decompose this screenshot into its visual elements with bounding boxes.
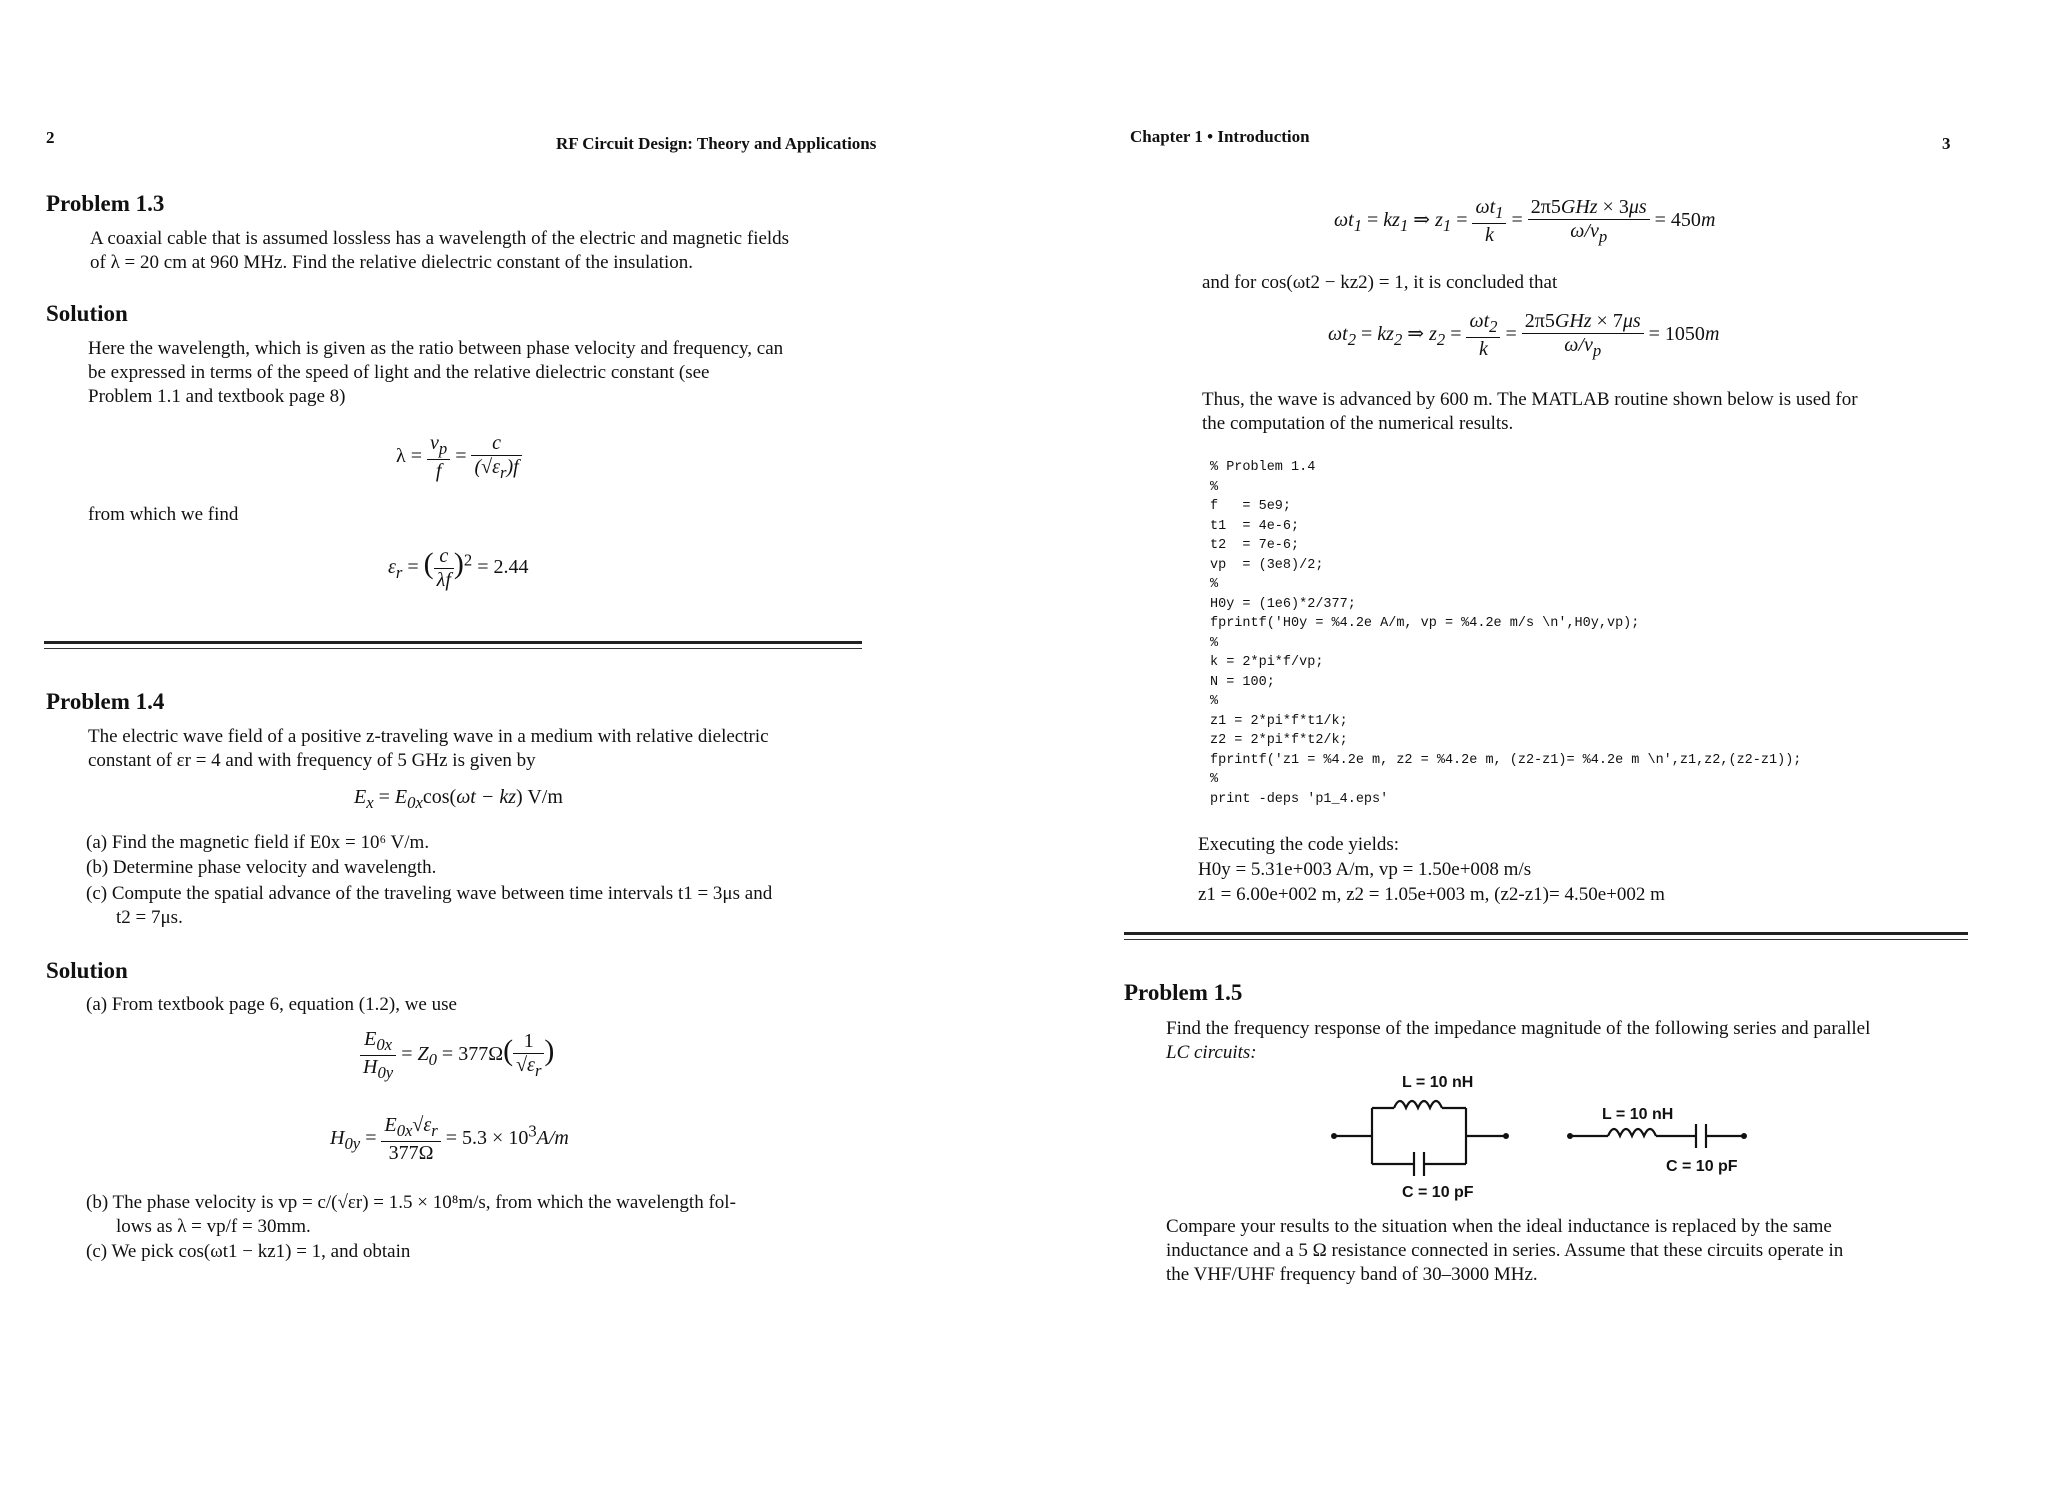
solution-text: Problem 1.1 and textbook page 8) (88, 386, 346, 407)
problem-text: the VHF/UHF frequency band of 30–3000 MHz. (1166, 1264, 1538, 1285)
solution-text: Here the wavelength, which is given as the ratio between phase velocity and frequency, can (88, 338, 784, 359)
solution-text: from which we find (88, 504, 239, 525)
problem-heading: Problem 1.4 (46, 689, 165, 714)
solution-heading: Solution (46, 958, 128, 983)
section-divider (44, 648, 862, 649)
code-line: t1 = 4e-6; (1210, 518, 1300, 534)
series-inductor-label: L = 10 nH (1602, 1106, 1674, 1123)
code-line: k = 2*pi*f/vp; (1210, 655, 1324, 670)
equation-magnetic-field: $H_{0y}$ = $\frac{E_{0x}√\varepsilon_r}{377\Omega}$ = $5.3 \times 10^3A/m$ (330, 1114, 569, 1164)
problem-item: (b) Determine phase velocity and wavelength. (86, 857, 437, 878)
code-line: % (1210, 635, 1219, 651)
text-line: Thus, the wave is advanced by 600 m. The MATLAB routine shown below is used for (1202, 389, 1858, 410)
text-line: Executing the code yields: (1198, 834, 1400, 855)
right-page (1024, 0, 2048, 1504)
code-line: t2 = 7e-6; (1210, 538, 1300, 553)
equation-wavelength: λ = $\frac{v_p}{f}$ = $\frac{c}{(√\varepsilon_r)f}$ (396, 432, 522, 483)
section-divider (1124, 939, 1968, 940)
code-line: z2 = 2*pi*f*t2/k; (1210, 733, 1348, 748)
code-line: % Problem 1.4 (1210, 460, 1316, 475)
problem-text: LC circuits: (1166, 1042, 1257, 1063)
series-capacitor-label: C = 10 pF (1666, 1158, 1738, 1175)
problem-text: The electric wave field of a positive z-traveling wave in a medium with relative dielectric (88, 726, 769, 747)
code-line: % (1210, 772, 1219, 787)
text-line: and for cos(ωt2 − kz2) = 1, it is concluded that (1202, 272, 1558, 293)
problem-text: inductance and a 5 Ω resistance connected in series. Assume that these circuits operate in (1166, 1240, 1844, 1261)
problem-item: (c) Compute the spatial advance of the traveling wave between time intervals t1 = 3μs and (86, 883, 773, 904)
solution-text: (b) The phase velocity is vp = c/(√εr) = 1.5 × 10⁸m/s, from which the wavelength fol- (86, 1192, 736, 1213)
solution-text: be expressed in terms of the speed of light and the relative dielectric constant (see (88, 362, 710, 383)
problem-heading: Problem 1.3 (46, 191, 165, 216)
problem-text: A coaxial cable that is assumed lossless has a wavelength of the electric and magnetic fields (90, 228, 790, 249)
code-line: fprintf('z1 = %4.2e m, z2 = %4.2e m, (z2-z1)= %4.2e m \n',z1,z2,(z2-z1)); (1210, 752, 1802, 768)
running-title: Chapter 1 • Introduction (1130, 127, 1310, 146)
equation-impedance: $\frac{E_{0x}}{H_{0y}}$ = $Z_0 = 377\Omega$( $\frac{1}{√\varepsilon_r}$ ) (360, 1028, 554, 1083)
output-line: H0y = 5.31e+003 A/m, vp = 1.50e+008 m/s (1198, 859, 1532, 880)
solution-text: lows as λ = vp/f = 30mm. (116, 1216, 311, 1237)
solution-heading: Solution (46, 301, 128, 326)
code-line: f = 5e9; (1210, 499, 1292, 514)
code-line: H0y = (1e6)*2/377; (1210, 596, 1356, 612)
code-line: % (1210, 577, 1219, 592)
code-line: % (1210, 694, 1219, 709)
page-number: 2 (46, 128, 55, 147)
code-line: z1 = 2*pi*f*t1/k; (1210, 713, 1348, 729)
section-divider (44, 641, 862, 644)
problem-item: (a) Find the magnetic field if E0x = 10⁶ V/m. (86, 832, 430, 853)
problem-text: constant of εr = 4 and with frequency of 5 GHz is given by (88, 750, 536, 771)
page-number: 3 (1942, 134, 1951, 153)
running-title: RF Circuit Design: Theory and Applications (556, 134, 877, 153)
solution-text: (a) From textbook page 6, equation (1.2), we use (86, 994, 457, 1015)
code-line: print -deps 'p1_4.eps' (1210, 791, 1389, 807)
problem-item: t2 = 7μs. (116, 907, 183, 928)
code-line: N = 100; (1210, 674, 1275, 690)
equation-field: $E_x = E_{0x}\cos(\omega t - kz)$ V/m (354, 786, 563, 812)
equation-permittivity: $\varepsilon_r$ = ( $\frac{c}{\lambda f}$ )$^2$ = 2.44 (388, 545, 529, 591)
equation-z2: $\omega t_2 = kz_2$ ⇒ $z_2$ = $\frac{\omega t_2}{k}$ = $\frac{\text{2π5GHz × 7μs}}{\omega/v_p}$ = 1050m (1328, 310, 1720, 360)
equation-z1: $\omega t_1 = kz_1$ ⇒ $z_1$ = $\frac{\omega t_1}{k}$ = $\frac{\text{2π5GHz × 3μs}}{\omega/v_p}$ = 450m (1334, 196, 1716, 246)
solution-text: (c) We pick cos(ωt1 − kz1) = 1, and obtain (86, 1241, 411, 1262)
problem-text: of λ = 20 cm at 960 MHz. Find the relative dielectric constant of the insulation. (90, 252, 693, 273)
problem-heading: Problem 1.5 (1124, 980, 1243, 1005)
problem-text: Compare your results to the situation when the ideal inductance is replaced by the same (1166, 1216, 1832, 1237)
text-line: the computation of the numerical results. (1202, 413, 1514, 434)
parallel-inductor-label: L = 10 nH (1402, 1074, 1474, 1091)
section-divider (1124, 932, 1968, 935)
code-line: % (1210, 479, 1219, 495)
problem-text: Find the frequency response of the impedance magnitude of the following series and parallel (1166, 1018, 1871, 1039)
matlab-code (1210, 458, 1801, 809)
lc-circuits-diagram (1330, 1072, 1820, 1206)
code-line: vp = (3e8)/2; (1210, 557, 1324, 573)
output-line: z1 = 6.00e+002 m, z2 = 1.05e+003 m, (z2-z1)= 4.50e+002 m (1198, 884, 1665, 905)
parallel-capacitor-label: C = 10 pF (1402, 1184, 1474, 1201)
code-line: fprintf('H0y = %4.2e A/m, vp = %4.2e m/s \n',H0y,vp); (1210, 616, 1640, 631)
